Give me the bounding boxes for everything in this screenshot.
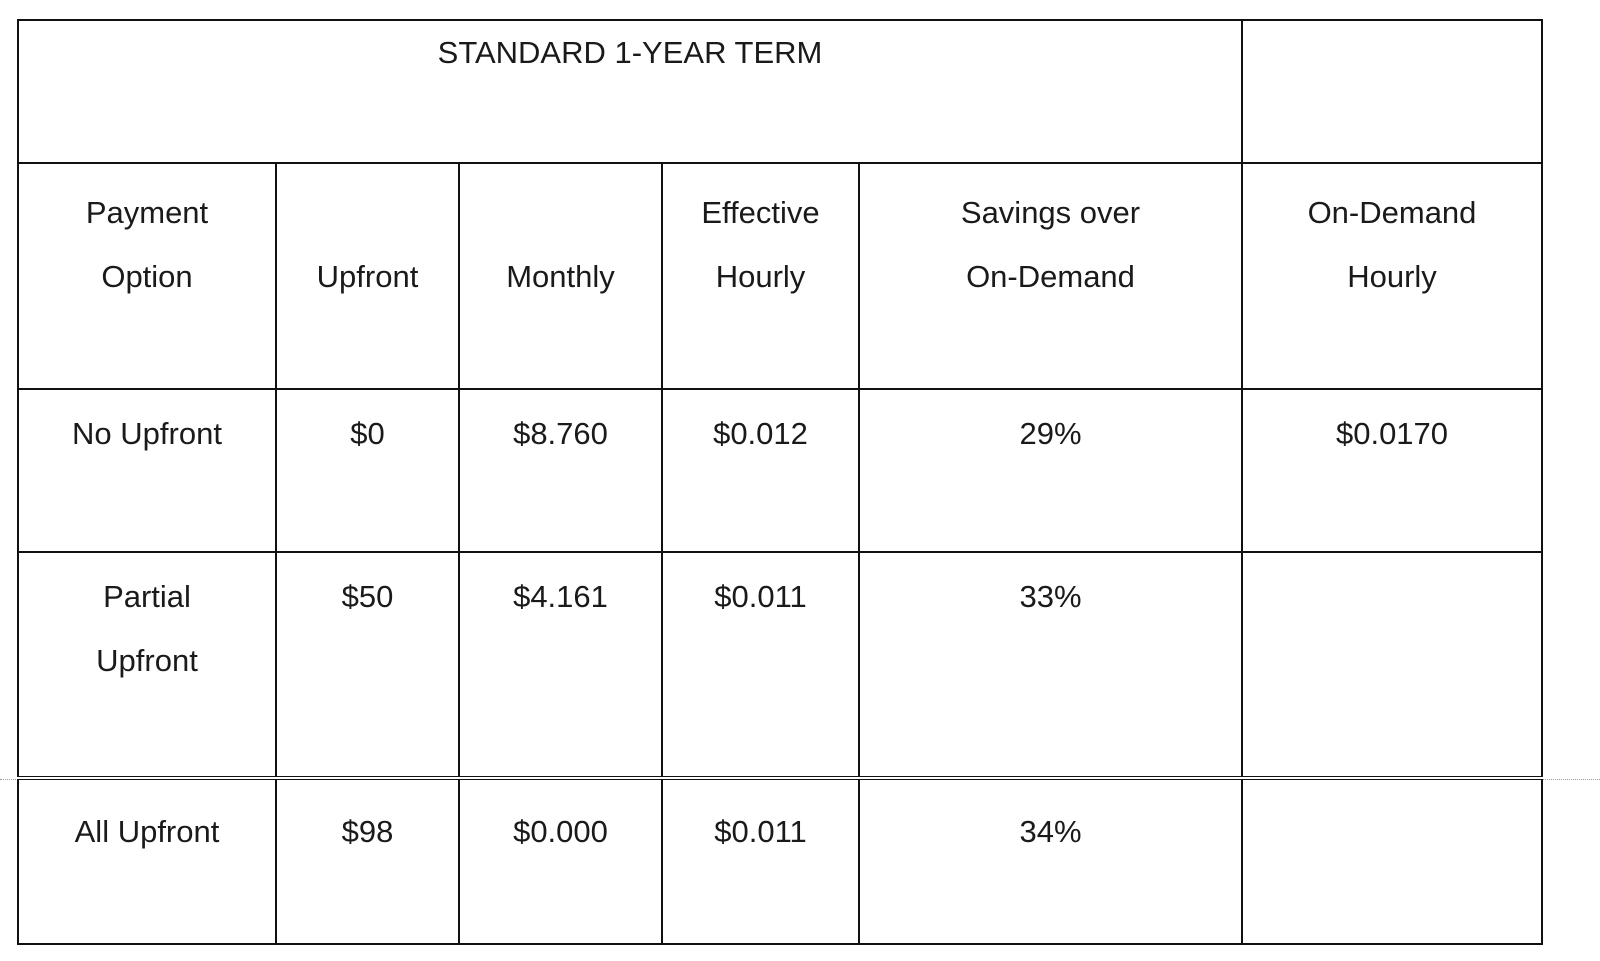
cell-monthly: $8.760 [459, 389, 662, 552]
cell-upfront: $50 [276, 552, 459, 778]
pricing-table [17, 19, 1543, 945]
table-header-row [18, 163, 1542, 389]
header-effective-hourly: Effective Hourly [662, 163, 859, 389]
header-on-demand-hourly: On-Demand Hourly [1242, 163, 1542, 389]
table-title-empty-cell [1242, 20, 1542, 163]
cell-upfront: $0 [276, 389, 459, 552]
header-savings: Savings over On-Demand [859, 163, 1242, 389]
cell-on-demand-hourly: $0.0170 [1242, 389, 1542, 552]
table-row [18, 389, 1542, 552]
cell-savings: 34% [859, 778, 1242, 944]
table-title-row [18, 20, 1542, 163]
cell-effective-hourly: $0.011 [662, 552, 859, 778]
cell-monthly: $4.161 [459, 552, 662, 778]
header-payment-option: Payment Option [18, 163, 276, 389]
cell-payment-option: No Upfront [18, 389, 276, 552]
cell-effective-hourly: $0.011 [662, 778, 859, 944]
cell-savings: 29% [859, 389, 1242, 552]
cell-payment-option: Partial Upfront [18, 552, 276, 778]
header-monthly: Monthly [459, 163, 662, 389]
cell-effective-hourly: $0.012 [662, 389, 859, 552]
cell-savings: 33% [859, 552, 1242, 778]
cell-on-demand-hourly [1242, 778, 1542, 944]
table-row [18, 778, 1542, 944]
cell-on-demand-hourly [1242, 552, 1542, 778]
cell-monthly: $0.000 [459, 778, 662, 944]
header-upfront: Upfront [276, 163, 459, 389]
table-row [18, 552, 1542, 778]
cell-upfront: $98 [276, 778, 459, 944]
cell-payment-option: All Upfront [18, 778, 276, 944]
table-title: STANDARD 1-YEAR TERM [18, 20, 1242, 163]
